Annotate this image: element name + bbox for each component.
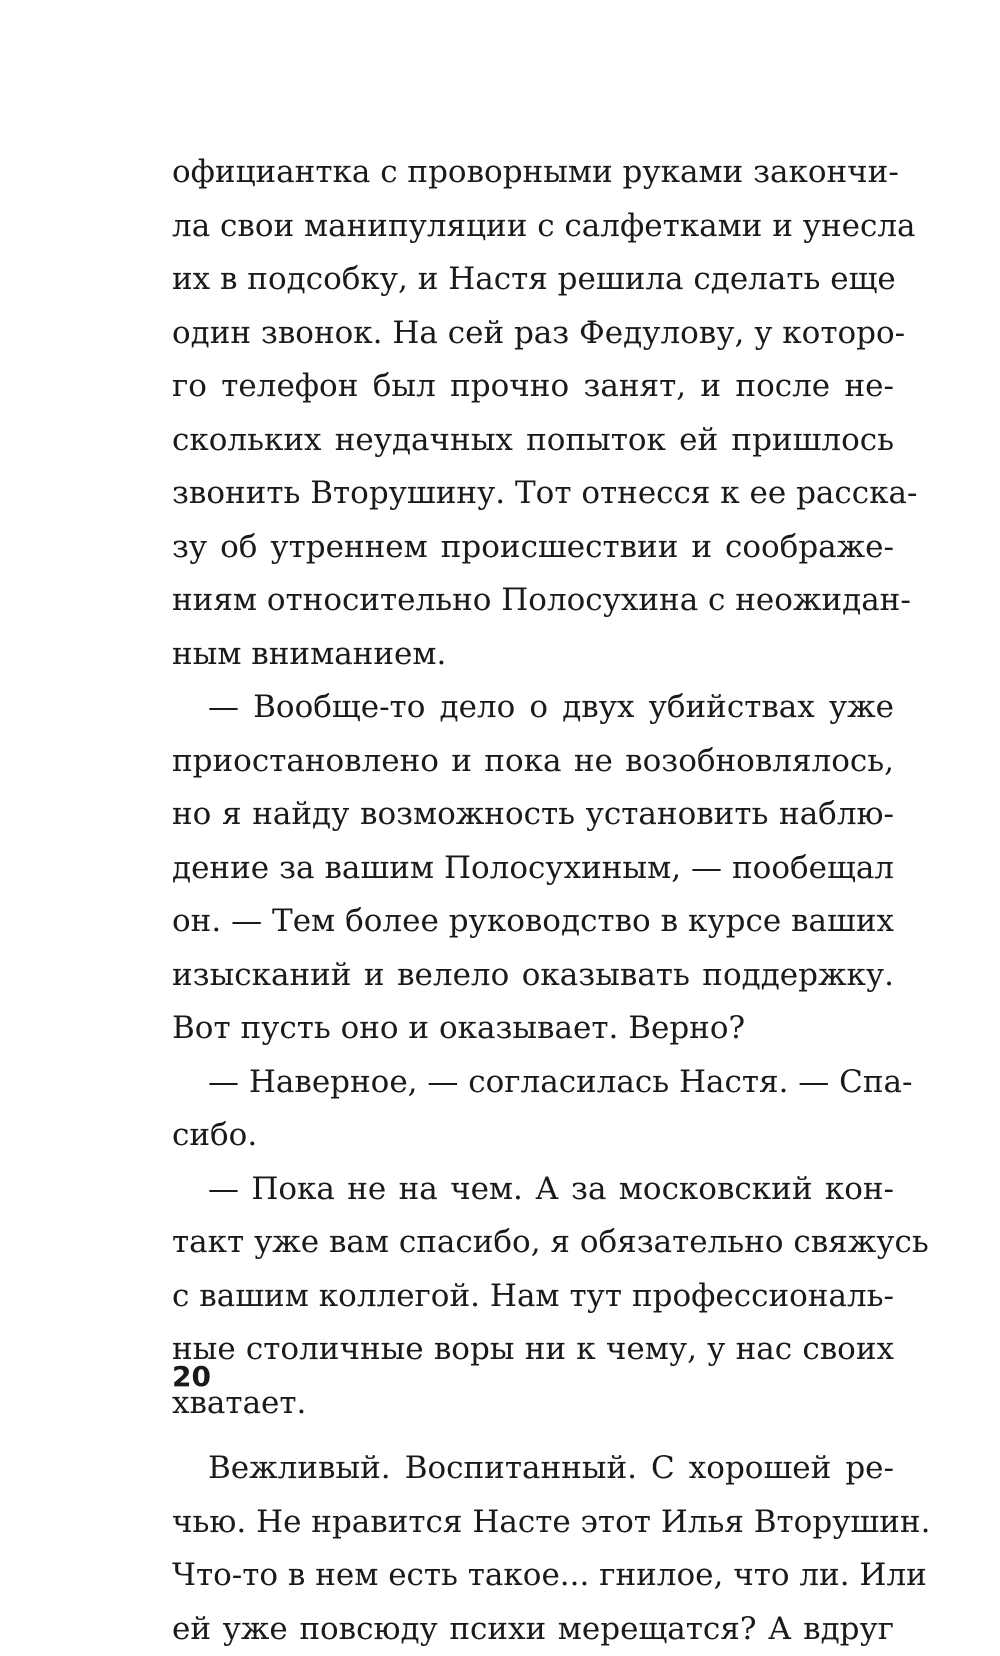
text-line: их в подсобку, и Настя решила сделать еще <box>172 253 894 307</box>
text-line: но я найду возможность установить наблю- <box>172 788 894 842</box>
text-line: ные столичные воры ни к чему, у нас своих <box>172 1323 894 1377</box>
text-line: хватает. <box>172 1377 894 1431</box>
body-text <box>172 146 894 1656</box>
text-line: сибо. <box>172 1109 894 1163</box>
text-line: приостановлено и пока не возобновлялось, <box>172 735 894 789</box>
text-line: чью. Не нравится Насте этот Илья Вторушин. <box>172 1496 894 1550</box>
text-line: ей уже повсюду психи мерещатся? А вдруг <box>172 1603 894 1656</box>
text-line: официантка с проворными руками закончи- <box>172 146 894 200</box>
text-line: ла свои манипуляции с салфетками и унесла <box>172 200 894 254</box>
text-line: с вашим коллегой. Нам тут профессиональ- <box>172 1270 894 1324</box>
text-line: дение за вашим Полосухиным, — пообещал <box>172 842 894 896</box>
text-line: изысканий и велело оказывать поддержку. <box>172 949 894 1003</box>
page-number: 20 <box>172 1360 211 1393</box>
text-line: ниям относительно Полосухина с неожидан- <box>172 574 894 628</box>
text-line: Вежливый. Воспитанный. С хорошей ре- <box>172 1442 894 1496</box>
text-line: звонить Вторушину. Тот отнесся к ее расска- <box>172 467 894 521</box>
text-line: го телефон был прочно занят, и после не- <box>172 360 894 414</box>
text-line: Что-то в нем есть такое... гнилое, что ли. Или <box>172 1549 894 1603</box>
text-line: ным вниманием. <box>172 628 894 682</box>
text-line: такт уже вам спасибо, я обязательно свяжусь <box>172 1216 894 1270</box>
text-line: — Наверное, — согласилась Настя. — Спа- <box>172 1056 894 1110</box>
text-line: — Вообще-то дело о двух убийствах уже <box>172 681 894 735</box>
text-line: он. — Тем более руководство в курсе ваших <box>172 895 894 949</box>
text-line: один звонок. На сей раз Федулову, у которо- <box>172 307 894 361</box>
text-line: скольких неудачных попыток ей пришлось <box>172 414 894 468</box>
text-line: — Пока не на чем. А за московский кон- <box>172 1163 894 1217</box>
section-gap <box>172 1430 894 1442</box>
text-line: зу об утреннем происшествии и соображе- <box>172 521 894 575</box>
text-line: Вот пусть оно и оказывает. Верно? <box>172 1002 894 1056</box>
